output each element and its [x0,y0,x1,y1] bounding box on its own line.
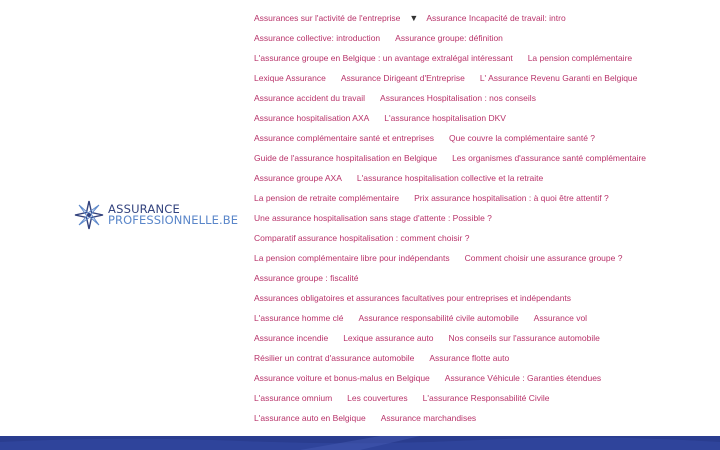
footer-wave-decoration [0,436,720,450]
nav-link[interactable]: La pension de retraite complémentaire [254,193,400,203]
nav-link[interactable]: Assurance hospitalisation AXA [254,113,370,123]
nav-link[interactable]: Une assurance hospitalisation sans stage d'attente : Possible ? [254,213,492,223]
nav-link[interactable]: Assurance Incapacité de travail: intro [426,13,566,23]
nav-link[interactable]: L'assurance hospitalisation DKV [384,113,506,123]
nav-link[interactable]: Assurance complémentaire santé et entreprises [254,133,435,143]
nav-link[interactable]: L' Assurance Revenu Garanti en Belgique [479,73,638,83]
nav-row [254,408,654,428]
nav-link[interactable]: Assurance flotte auto [429,353,510,363]
nav-link[interactable]: Prix assurance hospitalisation : à quoi être attentif ? [414,193,609,203]
nav-link[interactable]: Comparatif assurance hospitalisation : comment choisir ? [254,233,470,243]
nav-link[interactable]: Comment choisir une assurance groupe ? [464,253,623,263]
nav-link[interactable]: Guide de l'assurance hospitalisation en Belgique [254,153,438,163]
nav-link[interactable]: Lexique assurance auto [343,333,434,343]
nav-link[interactable]: La pension complémentaire [527,53,633,63]
nav-link[interactable]: Assurance groupe: définition [395,33,503,43]
nav-link[interactable]: Assurance marchandises [380,413,477,423]
nav-row [254,308,654,328]
nav-row [254,168,654,188]
nav-link[interactable]: Que couvre la complémentaire santé ? [449,133,596,143]
brand-line-2: PROFESSIONNELLE.BE [108,213,239,227]
nav-link[interactable]: Assurances Hospitalisation : nos conseils [380,93,536,103]
site-navigation [254,8,654,428]
nav-row [254,268,654,288]
nav-link[interactable]: Assurance collective: introduction [254,33,381,43]
nav-link[interactable]: Assurances obligatoires et assurances facultatives pour entreprises et indépendants [254,293,572,303]
nav-link[interactable]: Les couvertures [347,393,408,403]
nav-row [254,128,654,148]
nav-link[interactable]: L'assurance groupe en Belgique : un avantage extralégal intéressant [254,53,513,63]
nav-row [254,388,654,408]
nav-link[interactable]: Assurances sur l'activité de l'entreprise [254,13,401,23]
nav-link[interactable]: L'assurance Responsabilité Civile [422,393,550,403]
nav-row [254,8,654,28]
nav-link[interactable]: Assurance voiture et bonus-malus en Belgique [254,373,430,383]
nav-link[interactable]: Assurance Véhicule : Garanties étendues [444,373,602,383]
dropdown-caret-icon[interactable]: ▼ [409,13,419,23]
nav-link[interactable]: Assurance accident du travail [254,93,366,103]
nav-row [254,288,654,308]
nav-row [254,28,654,48]
nav-link[interactable]: Assurance Dirigeant d'Entreprise [340,73,465,83]
brand-logo[interactable] [74,200,238,230]
nav-link[interactable]: Assurance responsabilité civile automobile [358,313,519,323]
nav-link[interactable]: La pension complémentaire libre pour indépendants [254,253,450,263]
nav-row [254,48,654,68]
brand-text [108,204,238,226]
nav-row [254,208,654,228]
nav-link[interactable]: L'assurance auto en Belgique [254,413,366,423]
nav-link[interactable]: Assurance groupe AXA [254,173,342,183]
nav-row [254,248,654,268]
nav-row [254,108,654,128]
brand-line-1: ASSURANCE [108,202,180,216]
nav-row [254,148,654,168]
nav-link[interactable]: Assurance vol [533,313,588,323]
nav-row [254,188,654,208]
footer-band [0,436,720,450]
nav-row [254,68,654,88]
nav-link[interactable]: Nos conseils sur l'assurance automobile [448,333,600,343]
nav-link[interactable]: L'assurance homme clé [254,313,344,323]
compass-star-icon [74,200,104,230]
nav-row [254,328,654,348]
nav-row [254,348,654,368]
nav-link[interactable]: Les organismes d'assurance santé complémentaire [452,153,646,163]
nav-link[interactable]: L'assurance omnium [254,393,333,403]
nav-row [254,228,654,248]
nav-link[interactable]: Assurance groupe : fiscalité [254,273,359,283]
nav-row [254,88,654,108]
nav-link[interactable]: Assurance incendie [254,333,329,343]
nav-link[interactable]: Résilier un contrat d'assurance automobile [254,353,415,363]
nav-row [254,368,654,388]
nav-link[interactable]: Lexique Assurance [254,73,326,83]
nav-link[interactable]: L'assurance hospitalisation collective et la retraite [356,173,544,183]
